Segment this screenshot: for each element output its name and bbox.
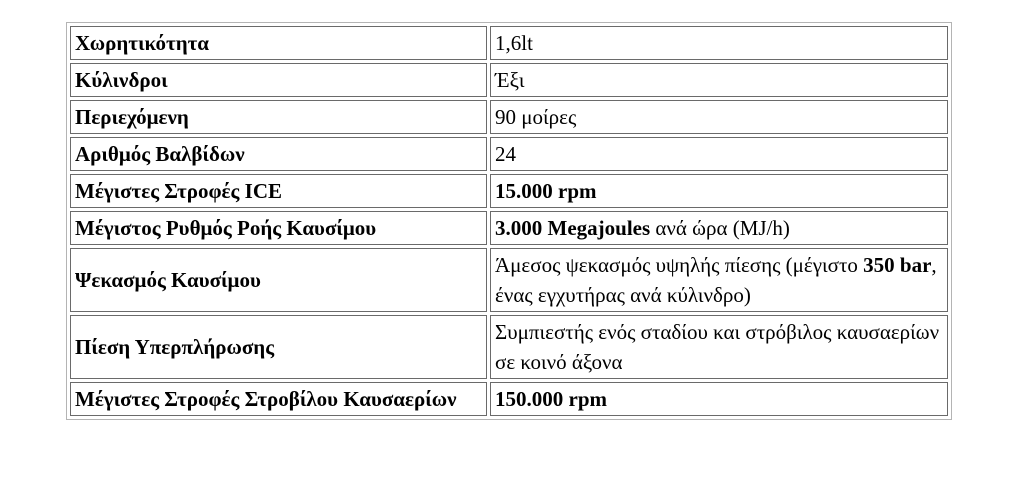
spec-label: Μέγιστος Ρυθμός Ροής Καυσίμου [70, 211, 487, 245]
spec-value [490, 174, 948, 208]
spec-value [490, 63, 948, 97]
spec-label: Χωρητικότητα [70, 26, 487, 60]
table-row [70, 174, 948, 208]
table-row [70, 26, 948, 60]
spec-label: Περιεχόμενη [70, 100, 487, 134]
spec-label: Ψεκασμός Καυσίμου [70, 248, 487, 312]
table-row [70, 100, 948, 134]
table-row [70, 137, 948, 171]
spec-label: Μέγιστες Στροφές ICE [70, 174, 487, 208]
spec-value-bold: 150.000 rpm [495, 387, 607, 411]
spec-value [490, 248, 948, 312]
spec-label: Κύλινδροι [70, 63, 487, 97]
engine-spec-table [66, 22, 952, 420]
spec-value-text: Συμπιεστής ενός σταδίου και στρόβιλος καυσαερίων σε κοινό άξονα [495, 320, 940, 374]
spec-label: Μέγιστες Στροφές Στροβίλου Καυσαερίων [70, 382, 487, 416]
spec-label: Πίεση Υπερπλήρωσης [70, 315, 487, 379]
spec-value-text: 24 [495, 142, 516, 166]
spec-value-text: 1,6lt [495, 31, 533, 55]
spec-value-bold: 15.000 rpm [495, 179, 597, 203]
spec-value [490, 211, 948, 245]
spec-value-text: 90 μοίρες [495, 105, 577, 129]
spec-value-text: Έξι [495, 68, 525, 92]
spec-value-text: , ένας εγχυτήρας ανά κύλινδρο) [495, 253, 937, 307]
spec-value-text: ανά ώρα (MJ/h) [650, 216, 790, 240]
table-row [70, 248, 948, 312]
spec-value-text: Άμεσος ψεκασμός υψηλής πίεσης (μέγιστο [495, 253, 864, 277]
spec-value [490, 137, 948, 171]
spec-value [490, 315, 948, 379]
table-row [70, 211, 948, 245]
table-row [70, 63, 948, 97]
spec-value-bold: 3.000 Megajoules [495, 216, 651, 240]
spec-value [490, 100, 948, 134]
spec-value [490, 382, 948, 416]
spec-value [490, 26, 948, 60]
table-row [70, 315, 948, 379]
spec-value-bold: 350 bar [863, 253, 932, 277]
spec-label: Αριθμός Βαλβίδων [70, 137, 487, 171]
table-row [70, 382, 948, 416]
